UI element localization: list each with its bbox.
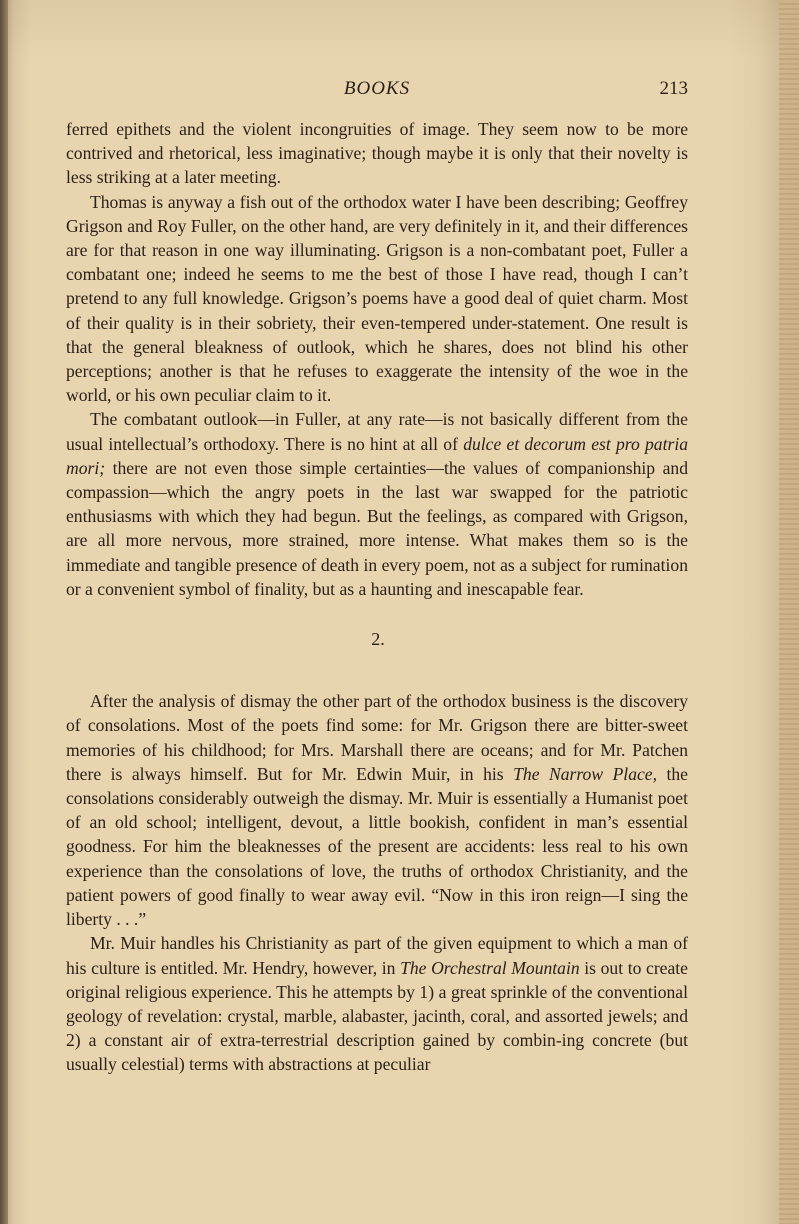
running-head [66,78,688,102]
paragraph [66,190,688,408]
text-run: After the analysis of dismay the other part of the orthodox business is the discovery of consolations. Most of the poets find some: for Mr. Grigson there are bitter-sweet memories of his childhood; for Mrs. Marshall there are oceans; and for Mr. Patchen there is always himself. But for Mr. Edwin Muir, in his [66,691,688,784]
running-title: BOOKS [343,78,411,99]
page-number: 213 [659,78,688,99]
paragraph [66,407,688,601]
text-run: Mr. Muir handles his Christianity as part of the given equipment to which a man of his culture is entitled. Mr. Hendry, however, in [66,933,688,978]
paragraph [66,117,688,190]
text-run: is out to create original religious experience. This he attempts by 1) a great sprinkle of the conventional geology of revelation: crystal, marble, alabaster, jacinth, coral, and assorted jewels; and 2) a constant air of extra-terrestrial description gained by combin-ing concrete (but usually celestial) terms with abstractions at peculiar [66,957,688,1075]
text-run: there are not even those simple certainties—the values of companionship and compassion—which the angry poets in the last war swapped for the patriotic enthusiasms with which they had begun. But the feelings, as compared with Grigson, are all more nervous, more strained, more intense. What makes them so is the immediate and tangible presence of death in every poem, not as a subject for rumination or a convenient symbol of finality, but as a haunting and inescapable fear. [66,457,688,599]
book-title: The Orchestral Mountain [400,957,580,978]
paragraph [66,931,688,1076]
paragraph [66,689,688,931]
text-run: Thomas is anyway a fish out of the orthodox water I have been describing; Geoffrey Grigson and Roy Fuller, on the other hand, are very definitely in it, and their differences are for that reason in one way illuminating. Grigson is a non-combatant poet, Fuller a combatant one; indeed he seems to me the best of those I have read, though I can’t pretend to any full knowledge. Grigson’s poems have a good deal of quiet charm. Most of their quality is in their sobriety, their even-tempered under-statement. One result is that the general bleakness of outlook, which he shares, does not blind his other perceptions; another is that he refuses to exaggerate the intensity of the woe in the world, or his own peculiar claim to it. [66,191,688,406]
text-run: ferred epithets and the violent incongruities of image. They seem now to be more contrived and rhetorical, less imaginative; though maybe it is only that their novelty is less striking at a later meeting. [66,119,688,188]
book-title: The Narrow Place, [513,763,658,784]
latin-quotation: dulce et decorum est pro patria mori; [66,433,689,478]
text-run: The combatant outlook—in Fuller, at any rate—is not basically different from the usual intellectual’s orthodoxy. There is no hint at all of [66,409,688,454]
section-number: 2. [371,629,385,650]
text-run: the consolations considerably outweigh the dismay. Mr. Muir is essentially a Humanist poet of an old school; intelligent, devout, a little bookish, confident in man’s essential goodness. For him the bleaknesses of the present are accidents: less real to his own experience than the consolations of love, the truths of orthodox Christianity, and the patient powers of good finally to wear away evil. “Now in this iron reign—I sing the liberty . . .” [66,763,688,930]
book-binding-edge [0,0,8,1224]
body-text [66,117,688,1077]
page-fore-edge [779,0,799,1224]
